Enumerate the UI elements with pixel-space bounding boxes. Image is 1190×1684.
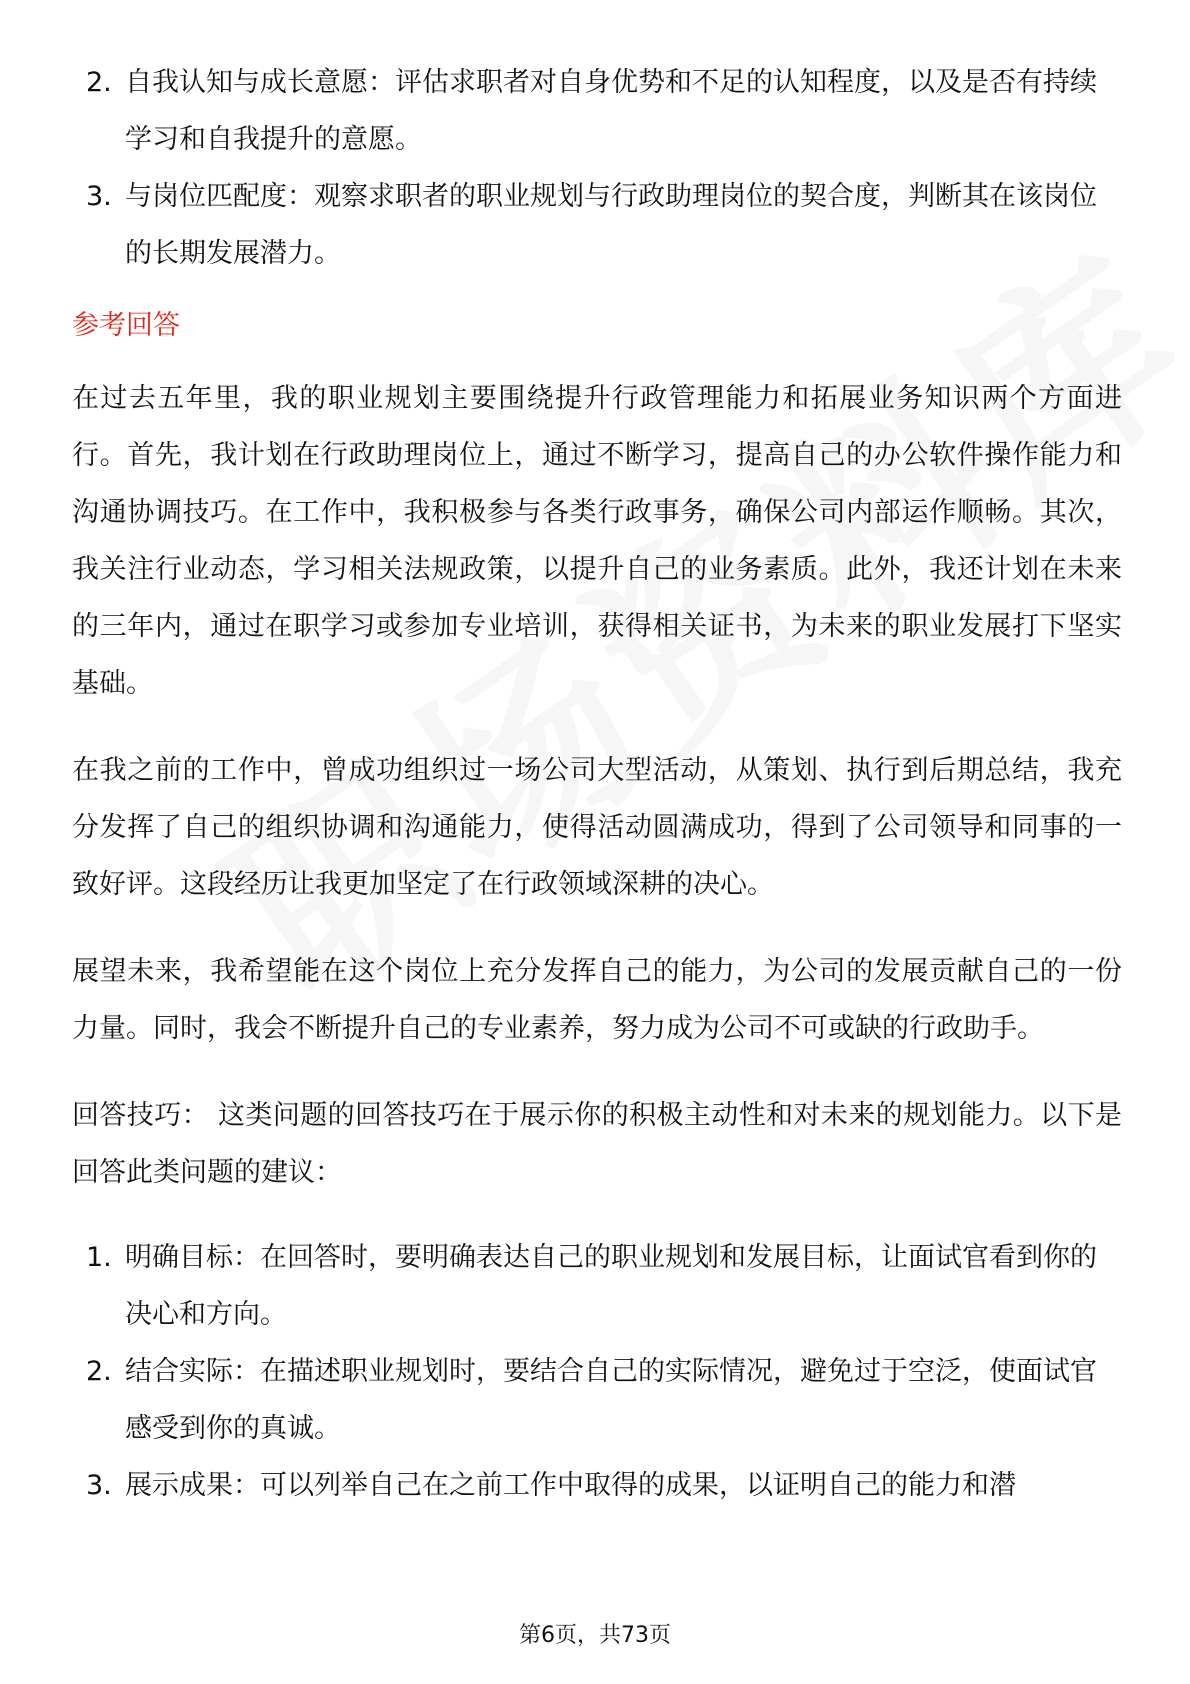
list-item-text: 展示成果：可以列举自己在之前工作中取得的成果，以证明自己的能力和潜	[125, 1470, 1016, 1501]
list-item-number: 2.	[86, 1356, 112, 1387]
answer-paragraph: 在过去五年里，我的职业规划主要围绕提升行政管理能力和拓展业务知识两个方面进行。首先，我计划在行政助理岗位上，通过不断学习，提高自己的办公软件操作能力和沟通协调技巧。在工作中，我积极参与各类行政事务，确保公司内部运作顺畅。其次，我关注行业动态，学习相关法规政策，以提升自己的业务素质。此外，我还计划在未来的三年内，通过在职学习或参加专业培训，获得相关证书，为未来的职业发展打下坚实基础。	[72, 383, 1122, 699]
list-item	[72, 1457, 1122, 1514]
tips-list	[72, 1229, 1122, 1514]
list-item-text: 与岗位匹配度：观察求职者的职业规划与行政助理岗位的契合度，判断其在该岗位的长期发展潜力。	[125, 181, 1097, 269]
list-item-number: 3.	[86, 181, 112, 212]
list-item	[72, 1343, 1122, 1457]
list-item	[72, 1229, 1122, 1343]
list-item-number: 1.	[86, 1242, 112, 1273]
tips-intro: 回答技巧： 这类问题的回答技巧在于展示你的积极主动性和对未来的规划能力。以下是回答此类问题的建议：	[72, 1100, 1122, 1188]
answer-paragraph: 在我之前的工作中，曾成功组织过一场公司大型活动，从策划、执行到后期总结，我充分发挥了自己的组织协调和沟通能力，使得活动圆满成功，得到了公司领导和同事的一致好评。这段经历让我更加坚定了在行政领域深耕的决心。	[72, 755, 1122, 900]
list-item-text: 结合实际：在描述职业规划时，要结合自己的实际情况，避免过于空泛，使面试官感受到你的真诚。	[125, 1356, 1097, 1444]
list-item	[72, 168, 1122, 282]
list-item-text: 明确目标：在回答时，要明确表达自己的职业规划和发展目标，让面试官看到你的决心和方向。	[125, 1242, 1097, 1330]
page-content	[72, 54, 1122, 1514]
list-item-number: 3.	[86, 1470, 112, 1501]
list-item	[72, 54, 1122, 168]
reference-answer-heading: 参考回答	[72, 310, 180, 341]
answer-paragraph: 展望未来，我希望能在这个岗位上充分发挥自己的能力，为公司的发展贡献自己的一份力量。同时，我会不断提升自己的专业素养，努力成为公司不可或缺的行政助手。	[72, 956, 1122, 1044]
page-number-footer: 第6页，共73页	[519, 1623, 671, 1648]
criteria-list	[72, 54, 1122, 282]
list-item-text: 自我认知与成长意愿：评估求职者对自身优势和不足的认知程度，以及是否有持续学习和自我提升的意愿。	[125, 67, 1097, 155]
list-item-number: 2.	[86, 67, 112, 98]
